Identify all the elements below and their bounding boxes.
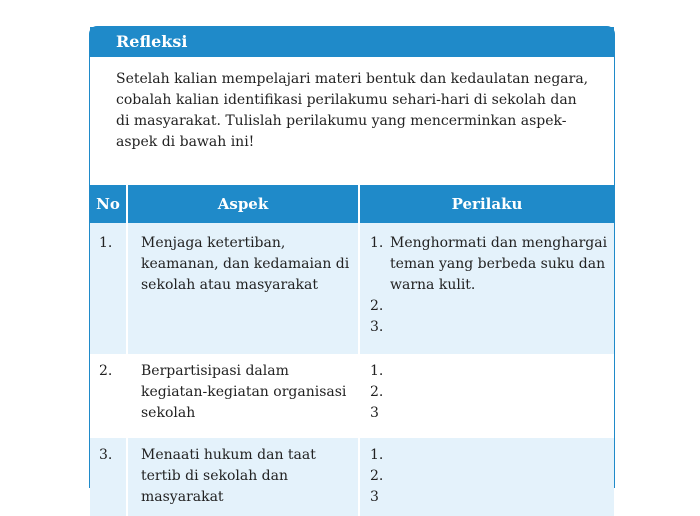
list-item [370, 487, 608, 508]
item-number: 1. [370, 447, 384, 463]
list-item [370, 361, 608, 382]
card-title: Refleksi [90, 27, 614, 57]
header-no: No [90, 185, 127, 223]
perilaku-cell [359, 438, 614, 516]
aspek-cell: Menjaga ketertiban, keamanan, dan kedamaian di sekolah atau masyarakat [127, 223, 359, 354]
item-number: 1. [370, 363, 384, 379]
list-item [370, 403, 608, 424]
item-number: 1. [370, 235, 384, 251]
intro-paragraph: Setelah kalian mempelajari materi bentuk dan kedaulatan negara, cobalah kalian identifikasi perilakumu sehari-hari di sekolah dan di masyarakat. Tulislah perilakumu yang mencerminkan aspek-aspek di bawah ini! [116, 71, 589, 150]
row-number: 3. [90, 438, 127, 516]
list-item [370, 296, 608, 317]
perilaku-list [370, 361, 608, 424]
item-number: 2. [370, 298, 384, 314]
item-number: 2. [370, 384, 384, 400]
row-number: 2. [90, 354, 127, 438]
table-row [90, 223, 614, 354]
item-number: 2. [370, 468, 384, 484]
list-item [370, 317, 608, 338]
perilaku-list [370, 233, 608, 338]
aspek-cell: Berpartisipasi dalam kegiatan-kegiatan organisasi sekolah [127, 354, 359, 438]
reflection-card [89, 26, 615, 505]
list-item [370, 233, 608, 296]
row-number: 1. [90, 223, 127, 354]
header-perilaku: Perilaku [359, 185, 614, 223]
table-row [90, 354, 614, 438]
table-row [90, 438, 614, 516]
aspek-cell: Menaati hukum dan taat tertib di sekolah dan masyarakat [127, 438, 359, 516]
list-item [370, 382, 608, 403]
reflection-table [90, 185, 614, 516]
item-number: 3 [370, 405, 379, 421]
perilaku-list [370, 445, 608, 508]
item-number: 3 [370, 489, 379, 505]
list-item [370, 445, 608, 466]
perilaku-cell [359, 354, 614, 438]
perilaku-cell [359, 223, 614, 354]
item-text: Menghormati dan menghargai teman yang berbeda suku dan warna kulit. [390, 235, 608, 293]
list-item [370, 466, 608, 487]
table-header-row [90, 185, 614, 223]
item-number: 3. [370, 319, 384, 335]
header-aspek: Aspek [127, 185, 359, 223]
